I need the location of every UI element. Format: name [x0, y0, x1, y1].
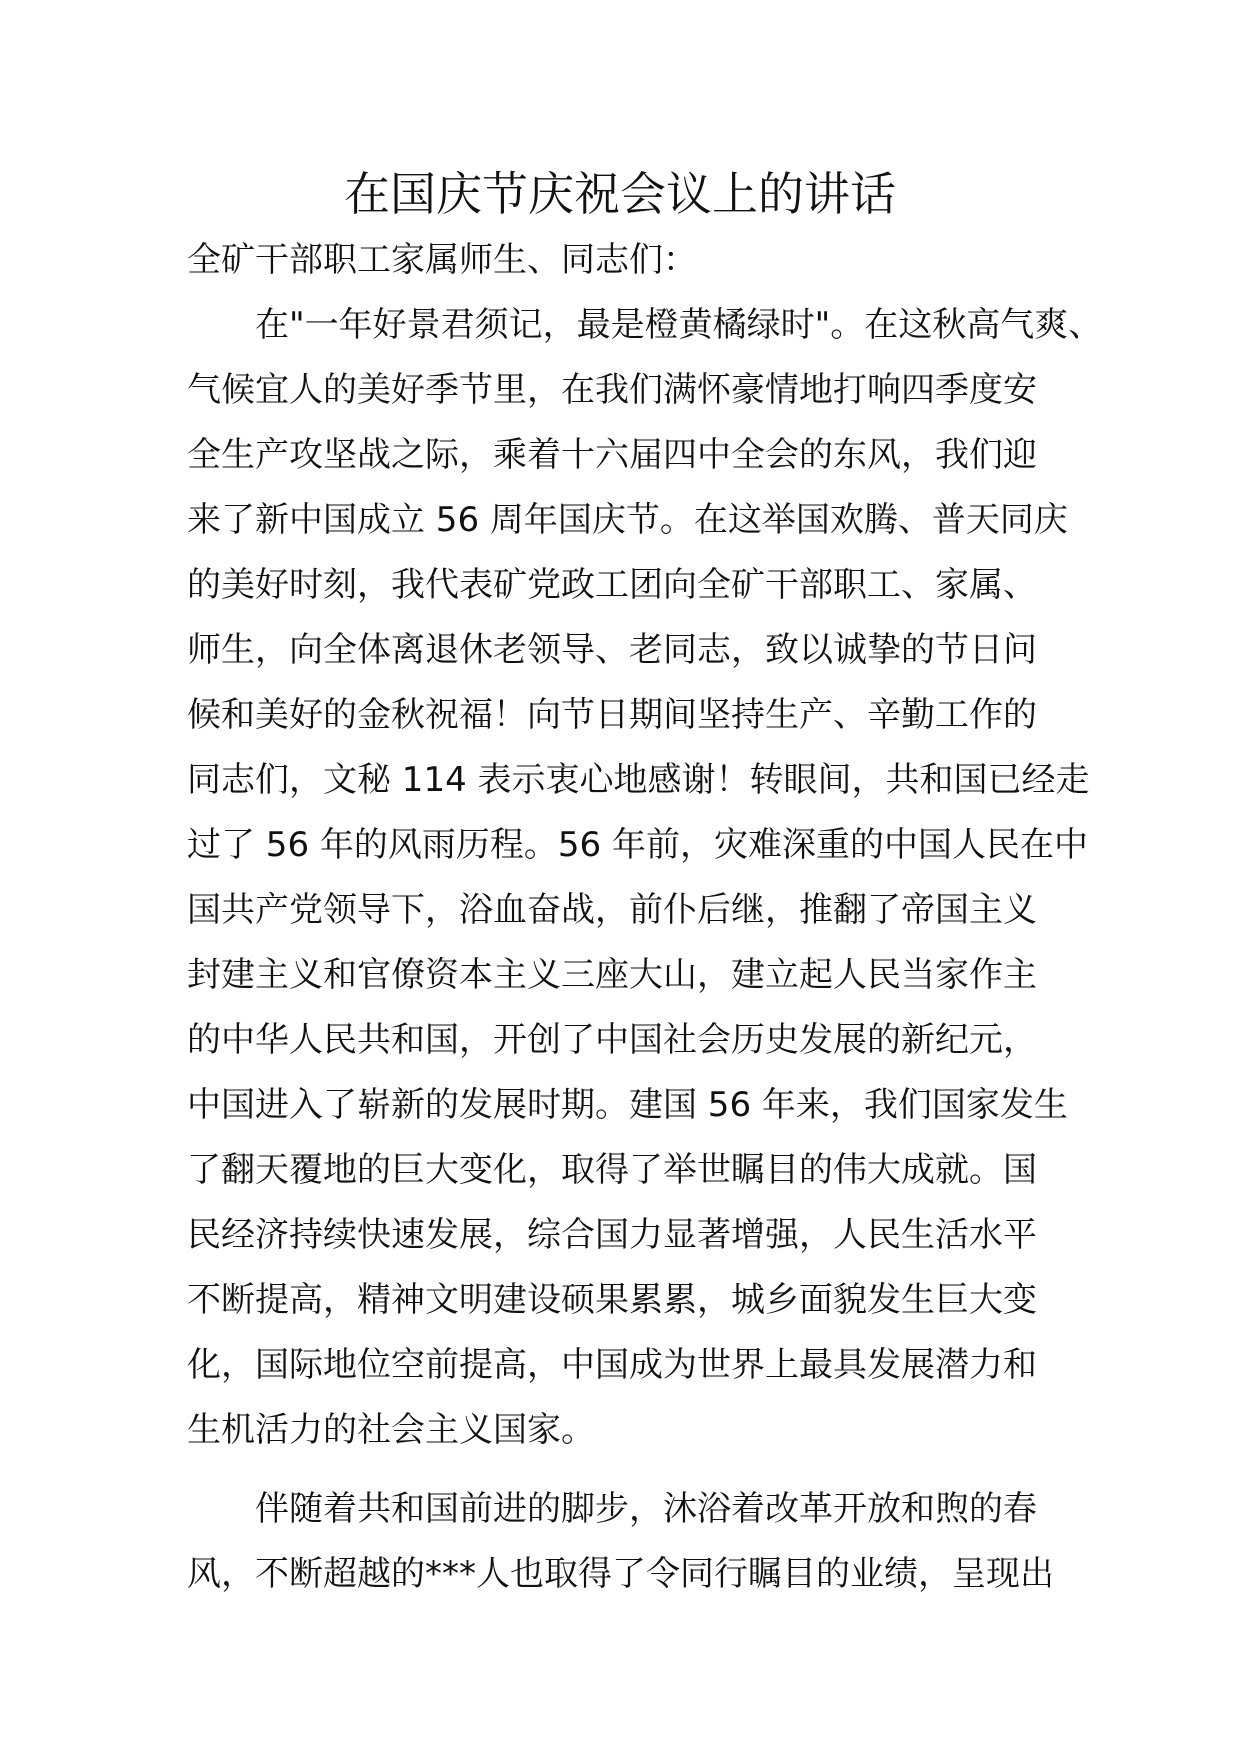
- document-body: [187, 228, 1103, 1607]
- paragraph-1-line: 来了新中国成立 56 周年国庆节。在这举国欢腾、普天同庆: [187, 500, 1068, 540]
- paragraph-1-line: 民经济持续快速发展，综合国力显著增强，人民生活水平: [187, 1215, 1037, 1255]
- paragraph-1-line: 过了 56 年的风雨历程。56 年前，灾难深重的中国人民在中: [187, 825, 1088, 865]
- paragraph-1-line: 封建主义和官僚资本主义三座大山，建立起人民当家作主: [187, 955, 1037, 995]
- paragraph-1-line: 生机活力的社会主义国家。: [187, 1410, 595, 1450]
- paragraph-1-line: 气候宜人的美好季节里，在我们满怀豪情地打响四季度安: [187, 370, 1037, 410]
- paragraph-2-line: 伴随着共和国前进的脚步，沐浴着改革开放和煦的春: [255, 1489, 1037, 1529]
- paragraph-1-line: 化，国际地位空前提高，中国成为世界上最具发展潜力和: [187, 1345, 1037, 1385]
- paragraph-1-line: 不断提高，精神文明建设硕果累累，城乡面貌发生巨大变: [187, 1280, 1037, 1320]
- paragraph-1-line: 在"一年好景君须记，最是橙黄橘绿时"。在这秋高气爽、: [255, 305, 1103, 345]
- paragraph-1-line: 国共产党领导下，浴血奋战，前仆后继，推翻了帝国主义: [187, 890, 1037, 930]
- paragraph-1-line: 师生，向全体离退休老领导、老同志，致以诚挚的节日问: [187, 630, 1037, 670]
- paragraph-1-line: 了翻天覆地的巨大变化，取得了举世瞩目的伟大成就。国: [187, 1150, 1037, 1190]
- paragraph-1-line: 的中华人民共和国，开创了中国社会历史发展的新纪元，: [187, 1020, 1037, 1060]
- document-title: 在国庆节庆祝会议上的讲话: [344, 167, 896, 221]
- paragraph-1-line: 中国进入了崭新的发展时期。建国 56 年来，我们国家发生: [187, 1085, 1068, 1125]
- paragraph-1-line: 的美好时刻，我代表矿党政工团向全矿干部职工、家属、: [187, 565, 1037, 605]
- paragraph-1-line: 全生产攻坚战之际，乘着十六届四中全会的东风，我们迎: [187, 435, 1037, 475]
- paragraph-2-line: 风，不断超越的***人也取得了令同行瞩目的业绩，呈现出: [187, 1554, 1054, 1594]
- paragraph-1-line: 候和美好的金秋祝福！向节日期间坚持生产、辛勤工作的: [187, 695, 1037, 735]
- salutation-line: 全矿干部职工家属师生、同志们：: [187, 240, 697, 280]
- paragraph-1-line: 同志们，文秘 114 表示衷心地感谢！转眼间，共和国已经走: [187, 760, 1090, 800]
